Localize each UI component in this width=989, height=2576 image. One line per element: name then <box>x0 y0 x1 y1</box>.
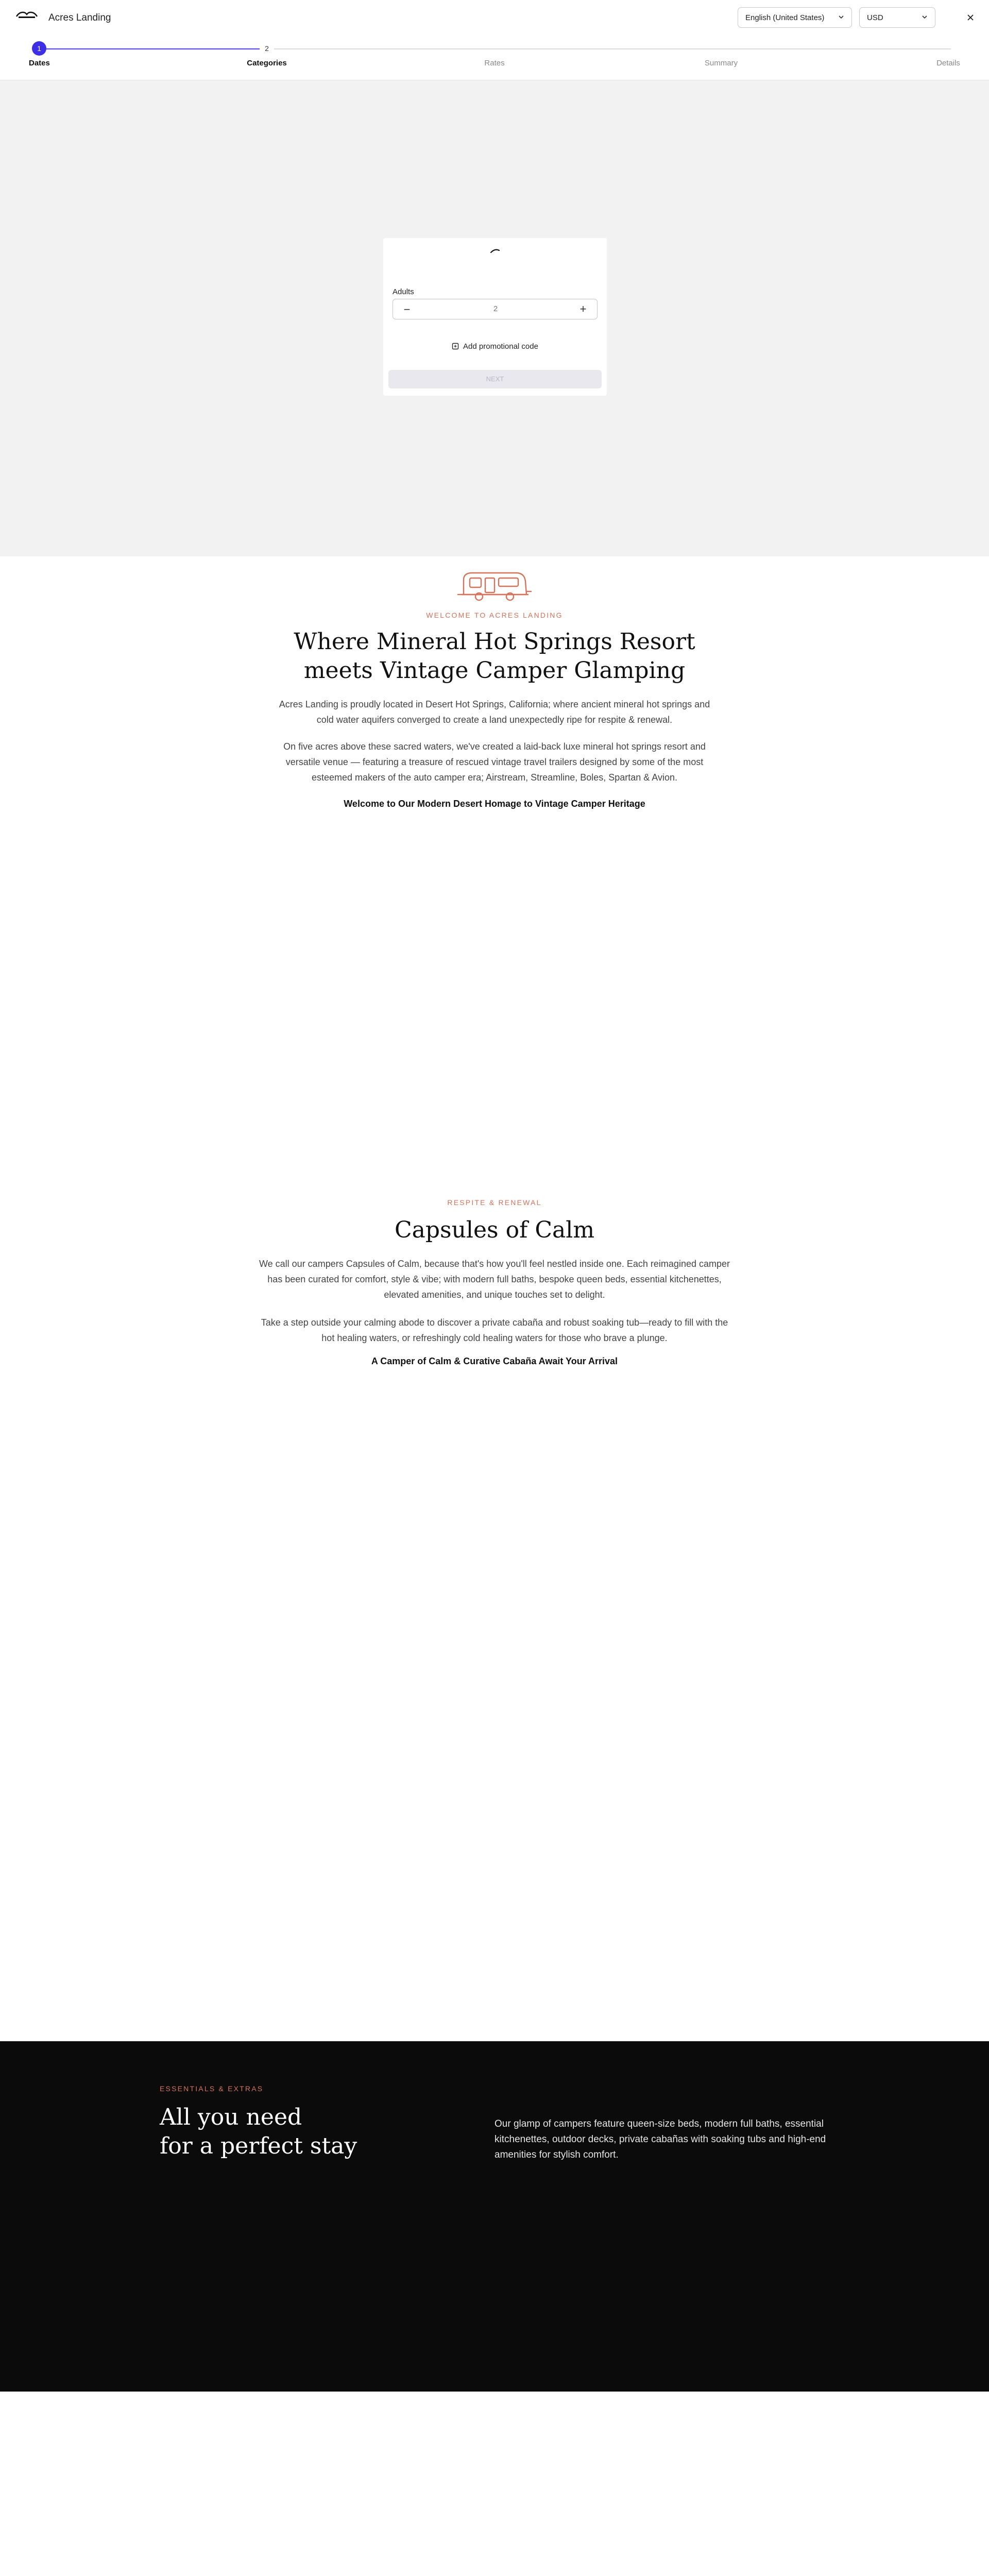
title-line: meets Vintage Camper Glamping <box>303 657 686 684</box>
paragraph-line: We call our campers Capsules of Calm, because that's how you'll feel nestled inside one. Each reimagined camper <box>259 1259 730 1269</box>
title-line: All you need <box>160 2104 302 2130</box>
eyebrow-text: RESPITE & RENEWAL <box>447 1198 542 1207</box>
language-select[interactable] <box>738 7 852 28</box>
capsules-paragraph-1 <box>0 1256 989 1302</box>
next-button[interactable]: NEXT <box>388 370 602 388</box>
promo-label: Add promotional code <box>463 342 538 351</box>
welcome-paragraph-1 <box>0 697 989 727</box>
step-label: Summary <box>704 59 738 67</box>
paragraph-line: On five acres above these sacred waters, we've created a laid-back luxe mineral hot springs resort and <box>283 741 706 752</box>
step-rates[interactable] <box>474 41 515 67</box>
booking-card <box>383 238 607 396</box>
spinner-icon <box>489 247 501 255</box>
step-label: Dates <box>29 59 50 67</box>
step-categories[interactable] <box>241 41 293 67</box>
title-line: Capsules of Calm <box>394 1217 595 1243</box>
title-line: for a perfect stay <box>160 2133 357 2159</box>
steps-track-active <box>39 48 267 49</box>
chevron-down-icon <box>922 14 928 20</box>
capsules-paragraph-2 <box>0 1315 989 1346</box>
paragraph-line: elevated amenities, and unique touches set to delight. <box>384 1290 605 1300</box>
paragraph-line: esteemed makers of the auto camper era; Airstream, Streamline, Boles, Spartan & Avion. <box>311 772 677 783</box>
top-bar <box>0 0 989 35</box>
welcome-title <box>0 628 989 685</box>
logo-icon[interactable] <box>15 10 38 20</box>
decrement-button[interactable]: − <box>403 303 411 316</box>
currency-value: USD <box>867 13 883 22</box>
ticket-icon <box>452 343 459 350</box>
close-icon[interactable] <box>964 11 977 24</box>
step-number <box>491 41 498 56</box>
welcome-tagline <box>0 799 989 809</box>
capsules-eyebrow <box>0 1198 989 1208</box>
increment-button[interactable]: + <box>579 302 587 315</box>
promo-code-link[interactable] <box>383 342 607 351</box>
adults-value[interactable]: 2 <box>493 304 498 313</box>
essentials-title <box>160 2103 357 2161</box>
welcome-eyebrow <box>0 611 989 620</box>
step-summary[interactable] <box>701 41 742 67</box>
paragraph-line: cold water aquifers converged to create a land unexpectedly ripe for respite & renewal. <box>316 715 673 725</box>
paragraph-line: Acres Landing is proudly located in Desert Hot Springs, California; where ancient mineral hot springs and <box>279 699 710 709</box>
booking-steps <box>0 35 989 80</box>
step-label: Details <box>936 59 960 67</box>
welcome-paragraph-2 <box>0 739 989 785</box>
step-label: Categories <box>247 59 287 67</box>
step-label: Rates <box>484 59 505 67</box>
step-number <box>945 41 951 56</box>
brand-name: Acres Landing <box>48 12 111 23</box>
step-dates[interactable] <box>29 41 49 67</box>
tagline-text: Welcome to Our Modern Desert Homage to Vintage Camper Heritage <box>344 799 645 809</box>
paragraph-line: has been curated for comfort, style & vibe; with modern full baths, bespoke queen beds, essential kitchenettes, <box>267 1274 722 1284</box>
essentials-eyebrow: ESSENTIALS & EXTRAS <box>160 2084 264 2093</box>
step-number <box>718 41 724 56</box>
chevron-down-icon <box>838 14 844 20</box>
paragraph-line: Take a step outside your calming abode to discover a private cabaña and robust soaking tub—ready to fill with the <box>261 1317 728 1328</box>
tagline-text: A Camper of Calm & Curative Cabaña Await Your Arrival <box>371 1356 618 1366</box>
language-value: English (United States) <box>745 13 825 22</box>
adults-label: Adults <box>393 287 414 296</box>
step-details[interactable] <box>930 41 966 67</box>
capsules-title <box>0 1216 989 1245</box>
title-line: Where Mineral Hot Springs Resort <box>294 629 695 655</box>
currency-select[interactable] <box>859 7 935 28</box>
eyebrow-text: WELCOME TO ACRES LANDING <box>426 611 563 619</box>
adults-stepper <box>393 299 598 319</box>
step-number: 1 <box>32 41 46 56</box>
paragraph-line: versatile venue — featuring a treasure of rescued vintage travel trailers designed by some of the most <box>285 757 704 767</box>
camper-icon <box>456 569 533 603</box>
essentials-section <box>0 2041 989 2392</box>
capsules-tagline <box>0 1356 989 1367</box>
step-number: 2 <box>260 41 274 56</box>
paragraph-line: hot healing waters, or refreshingly cold healing waters for those who brave a plunge. <box>321 1333 668 1343</box>
essentials-paragraph: Our glamp of campers feature queen-size beds, modern full baths, essential kitchenettes, outdoor decks, private cabañas with soaking tubs and high-end amenities for stylish comfort. <box>494 2119 826 2160</box>
